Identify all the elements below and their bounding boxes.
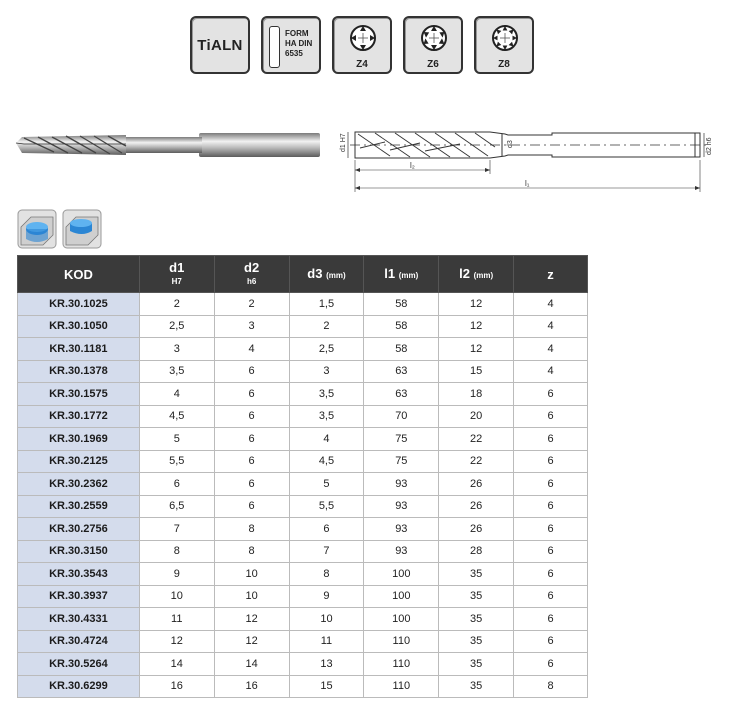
cell-kod: KR.30.4724 [18,630,140,653]
cell-d1: 16 [139,675,214,698]
cell-d1: 2 [139,293,214,316]
cell-d1: 2,5 [139,315,214,338]
cell-z: 6 [514,518,588,541]
table-row [18,405,588,428]
blind-hole-icon [62,209,102,249]
cell-kod: KR.30.6299 [18,675,140,698]
cell-l2: 15 [439,360,514,383]
cell-d1: 3 [139,338,214,361]
cell-d2: 10 [214,563,289,586]
cell-kod: KR.30.2559 [18,495,140,518]
cell-l2: 12 [439,293,514,316]
cell-kod: KR.30.3937 [18,585,140,608]
cell-d2: 8 [214,540,289,563]
cell-l2: 26 [439,518,514,541]
cell-d1: 3,5 [139,360,214,383]
z8-flute-icon [490,23,520,53]
cell-l2: 20 [439,405,514,428]
table-row [18,428,588,451]
cell-d3: 4,5 [289,450,364,473]
d2-dimension-label: d2 h6 [706,137,713,155]
cell-z: 6 [514,608,588,631]
cell-z: 6 [514,540,588,563]
header-d2: d2 h6 [214,256,289,293]
cell-l2: 35 [439,608,514,631]
feature-badges [190,16,534,74]
cell-kod: KR.30.1181 [18,338,140,361]
cell-d3: 3,5 [289,383,364,406]
cell-d3: 11 [289,630,364,653]
cell-d1: 4,5 [139,405,214,428]
cell-d3: 2,5 [289,338,364,361]
cell-d2: 4 [214,338,289,361]
cell-z: 4 [514,293,588,316]
cell-l2: 28 [439,540,514,563]
cell-kod: KR.30.1772 [18,405,140,428]
cell-d3: 3,5 [289,405,364,428]
cell-d2: 6 [214,405,289,428]
table-row [18,293,588,316]
table-row [18,675,588,698]
cell-z: 6 [514,473,588,496]
cell-d2: 6 [214,450,289,473]
header-d3: d3 (mm) [289,256,364,293]
cell-l1: 100 [364,585,439,608]
header-d1: d1 H7 [139,256,214,293]
coating-badge [190,16,250,74]
table-body [18,293,588,698]
cell-d1: 8 [139,540,214,563]
cell-l1: 93 [364,495,439,518]
cell-d3: 8 [289,563,364,586]
cell-d2: 6 [214,360,289,383]
cell-l2: 35 [439,630,514,653]
cell-z: 4 [514,338,588,361]
reamer-photo [14,128,322,162]
cell-kod: KR.30.1575 [18,383,140,406]
cell-d1: 11 [139,608,214,631]
cell-d3: 1,5 [289,293,364,316]
cell-d3: 7 [289,540,364,563]
cell-d2: 2 [214,293,289,316]
through-hole-icon [17,209,57,249]
table-row [18,338,588,361]
cell-kod: KR.30.2362 [18,473,140,496]
cell-z: 6 [514,405,588,428]
cell-d2: 12 [214,630,289,653]
header-l1: l1 (mm) [364,256,439,293]
cell-l1: 100 [364,563,439,586]
cell-z: 6 [514,495,588,518]
cell-d1: 12 [139,630,214,653]
cell-l1: 110 [364,675,439,698]
cell-l1: 93 [364,518,439,541]
cell-d1: 7 [139,518,214,541]
cell-l1: 75 [364,428,439,451]
application-icons [17,209,102,249]
table-row [18,630,588,653]
z4-flute-icon [348,23,378,53]
cell-d1: 10 [139,585,214,608]
cell-d2: 16 [214,675,289,698]
table-row [18,360,588,383]
shank-form-icon [269,26,280,68]
cell-l1: 93 [364,540,439,563]
table-header-row [18,256,588,293]
cell-l2: 26 [439,473,514,496]
cell-d1: 14 [139,653,214,676]
cell-d1: 5,5 [139,450,214,473]
cell-kod: KR.30.4331 [18,608,140,631]
cell-kod: KR.30.3150 [18,540,140,563]
cell-d3: 13 [289,653,364,676]
header-z: z [514,256,588,293]
cell-l1: 100 [364,608,439,631]
cell-d2: 3 [214,315,289,338]
cell-kod: KR.30.3543 [18,563,140,586]
cell-l2: 35 [439,675,514,698]
cell-l1: 70 [364,405,439,428]
cell-d2: 6 [214,473,289,496]
d3-dimension-label: d3 [507,140,514,148]
cell-d3: 6 [289,518,364,541]
table-row [18,608,588,631]
flute-badge-z4 [332,16,392,74]
z6-label: Z6 [427,59,439,70]
cell-d3: 9 [289,585,364,608]
cell-d3: 10 [289,608,364,631]
cell-kod: KR.30.1378 [18,360,140,383]
cell-kod: KR.30.1025 [18,293,140,316]
cell-z: 6 [514,383,588,406]
cell-l2: 12 [439,315,514,338]
flute-badge-z6 [403,16,463,74]
cell-d2: 8 [214,518,289,541]
table-row [18,653,588,676]
cell-d3: 3 [289,360,364,383]
cell-d1: 5 [139,428,214,451]
cell-d1: 6 [139,473,214,496]
cell-d3: 5,5 [289,495,364,518]
cell-d2: 6 [214,383,289,406]
cell-l1: 93 [364,473,439,496]
cell-kod: KR.30.2756 [18,518,140,541]
cell-l1: 58 [364,315,439,338]
cell-d2: 6 [214,428,289,451]
cell-l1: 58 [364,293,439,316]
cell-z: 6 [514,450,588,473]
cell-l2: 35 [439,585,514,608]
cell-z: 4 [514,315,588,338]
l2-dimension-label: l₂ [410,161,415,170]
cell-l1: 58 [364,338,439,361]
cell-kod: KR.30.1050 [18,315,140,338]
table-row [18,473,588,496]
cell-l1: 75 [364,450,439,473]
cell-l2: 26 [439,495,514,518]
table-row [18,563,588,586]
cell-z: 6 [514,585,588,608]
flute-badge-z8 [474,16,534,74]
z8-label: Z8 [498,59,510,70]
table-row [18,540,588,563]
cell-z: 6 [514,653,588,676]
cell-d2: 12 [214,608,289,631]
cell-d3: 4 [289,428,364,451]
cell-l1: 63 [364,360,439,383]
table-row [18,495,588,518]
cell-l1: 110 [364,630,439,653]
table-row [18,383,588,406]
cell-l1: 110 [364,653,439,676]
cell-l2: 22 [439,428,514,451]
form-badge [261,16,321,74]
l1-dimension-label: l₁ [525,179,530,188]
cell-kod: KR.30.1969 [18,428,140,451]
cell-d1: 9 [139,563,214,586]
cell-d1: 4 [139,383,214,406]
cell-kod: KR.30.2125 [18,450,140,473]
header-kod: KOD [18,256,140,293]
cell-d2: 6 [214,495,289,518]
cell-kod: KR.30.5264 [18,653,140,676]
z6-flute-icon [419,23,449,53]
form-label: FORM HA DIN 6535 [285,29,313,58]
cell-l2: 22 [439,450,514,473]
z4-label: Z4 [356,59,368,70]
cell-l2: 12 [439,338,514,361]
cell-d1: 6,5 [139,495,214,518]
d1-dimension-label: d1 H7 [340,133,347,152]
cell-l1: 63 [364,383,439,406]
cell-d3: 2 [289,315,364,338]
reamer-technical-drawing [330,120,720,200]
table-row [18,450,588,473]
cell-d2: 14 [214,653,289,676]
cell-z: 6 [514,563,588,586]
cell-z: 6 [514,630,588,653]
cell-l2: 18 [439,383,514,406]
cell-d3: 5 [289,473,364,496]
cell-z: 4 [514,360,588,383]
table-row [18,518,588,541]
cell-d2: 10 [214,585,289,608]
coating-label: TiALN [197,36,243,54]
table-row [18,585,588,608]
cell-d3: 15 [289,675,364,698]
cell-z: 8 [514,675,588,698]
cell-z: 6 [514,428,588,451]
header-l2: l2 (mm) [439,256,514,293]
reamer-spec-table [17,255,588,698]
cell-l2: 35 [439,653,514,676]
table-row [18,315,588,338]
cell-l2: 35 [439,563,514,586]
